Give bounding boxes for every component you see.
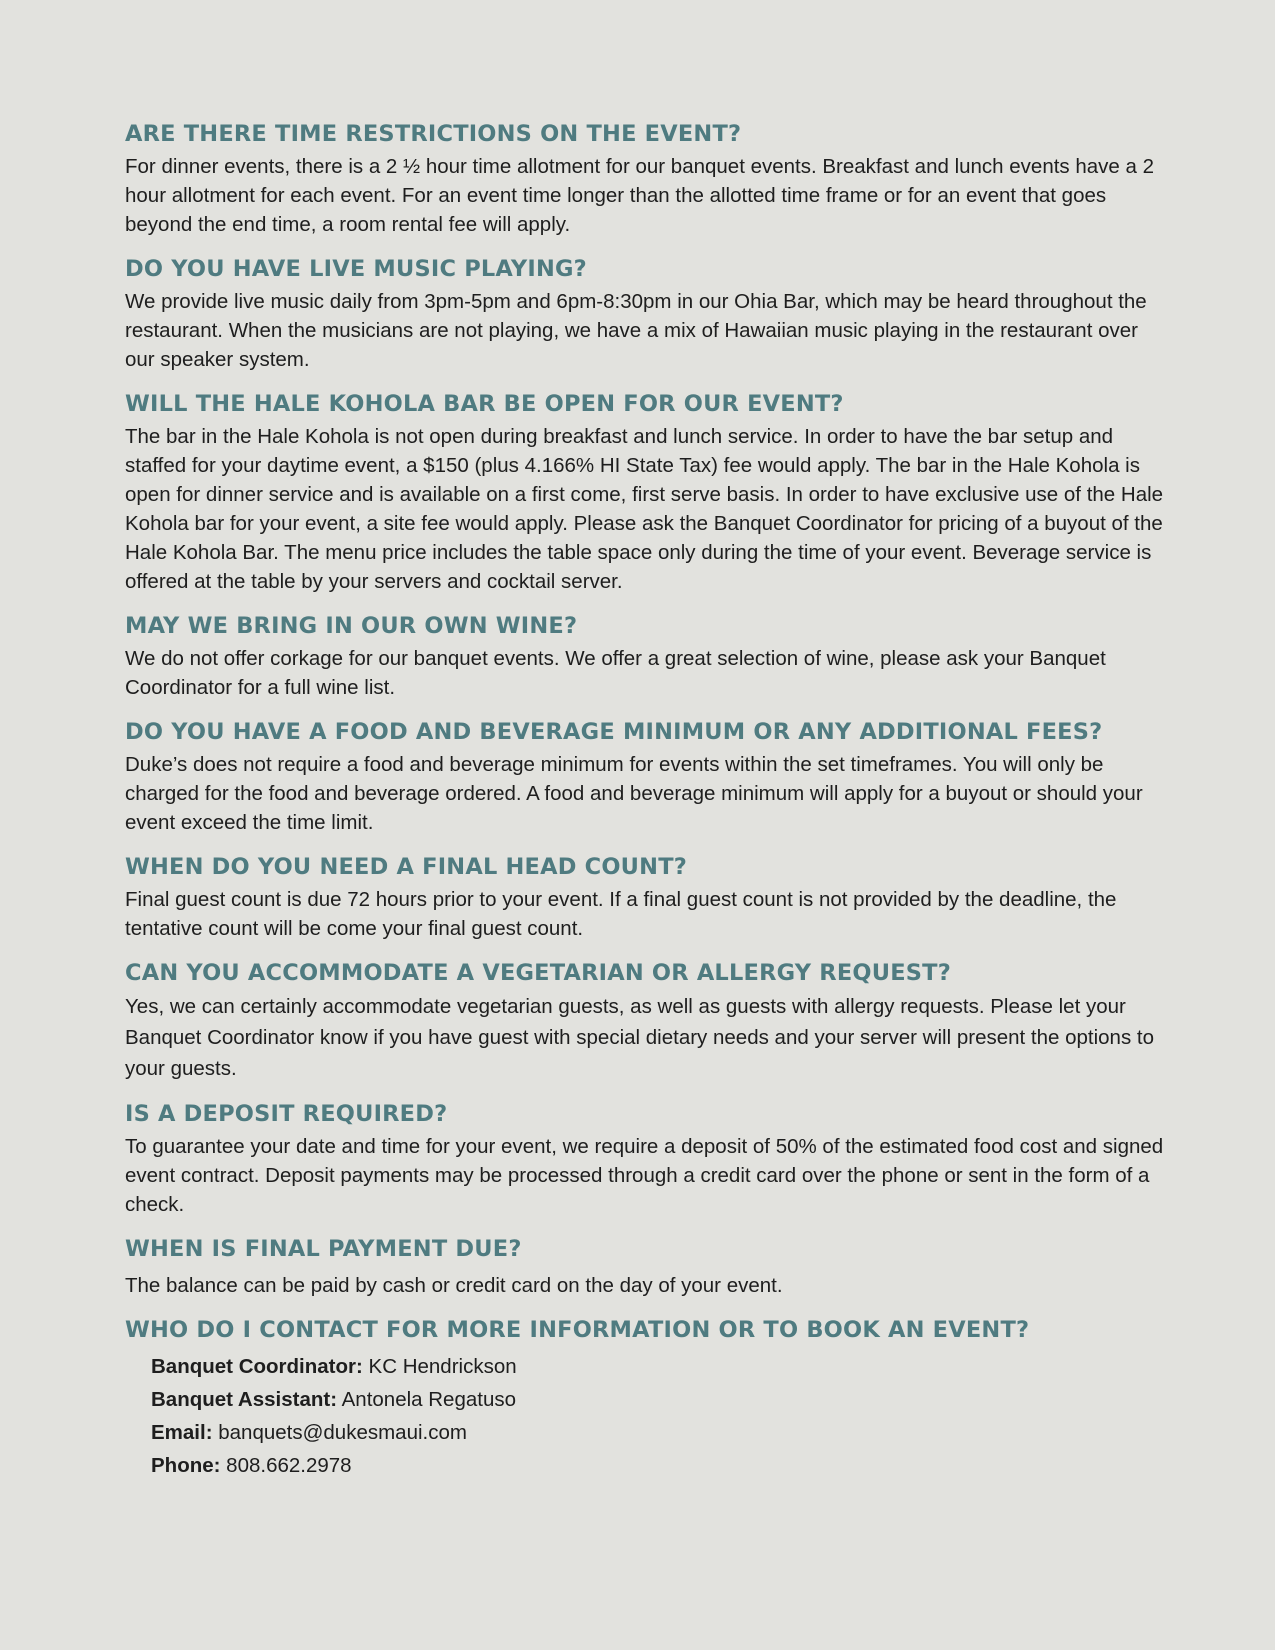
contact-label: Phone: xyxy=(151,1454,221,1477)
faq-answer: The bar in the Hale Kohola is not open during breakfast and lunch service. In order to have the bar setup and staffed for your daytime event, a $150 (plus 4.166% HI State Tax) fee would apply. The bar in the Hale Kohola is open for dinner service and is available on a first come, first serve basis. In order to have exclusive use of the Hale Kohola bar for your event, a site fee would apply. Please ask the Banquet Coordinator for pricing of a buyout of the Hale Kohola Bar. The menu price includes the table space only during the time of your event. Beverage service is offered at the table by your servers and cocktail server. xyxy=(125,425,1164,593)
faq-question: MAY WE BRING IN OUR OWN WINE? xyxy=(125,613,578,639)
faq-answer: Final guest count is due 72 hours prior to your event. If a final guest count is not provided by the deadline, the tentative count will be come your final guest count. xyxy=(125,888,1117,940)
contact-value: Antonela Regatuso xyxy=(341,1388,517,1411)
faq-question: DO YOU HAVE A FOOD AND BEVERAGE MINIMUM OR ANY ADDITIONAL FEES? xyxy=(125,719,1103,745)
faq-answer: Yes, we can certainly accommodate vegetarian guests, as well as guests with allergy requests. Please let your Banquet Coordinator know if you have guest with special dietary needs and your server will present the options to your guests. xyxy=(125,995,1155,1080)
faq-question: CAN YOU ACCOMMODATE A VEGETARIAN OR ALLERGY REQUEST? xyxy=(125,960,951,986)
faq-head-count xyxy=(125,851,1165,943)
faq-page xyxy=(125,118,1165,1496)
faq-answer: The balance can be paid by cash or credit card on the day of your event. xyxy=(125,1274,783,1297)
faq-final-payment xyxy=(125,1233,1165,1300)
faq-time-restrictions xyxy=(125,118,1165,239)
faq-answer: We do not offer corkage for our banquet events. We offer a great selection of wine, please ask your Banquet Coordinator for a full wine list. xyxy=(125,647,1106,699)
faq-question: WHO DO I CONTACT FOR MORE INFORMATION OR TO BOOK AN EVENT? xyxy=(125,1317,1030,1343)
faq-question: WILL THE HALE KOHOLA BAR BE OPEN FOR OUR EVENT? xyxy=(125,391,844,417)
faq-answer: We provide live music daily from 3pm-5pm and 6pm-8:30pm in our Ohia Bar, which may be heard throughout the restaurant. When the musicians are not playing, we have a mix of Hawaiian music playing in the restaurant over our speaker system. xyxy=(125,290,1147,371)
contact-assistant xyxy=(151,1383,1165,1416)
faq-answer: For dinner events, there is a 2 ½ hour time allotment for our banquet events. Breakfast and lunch events have a 2 hour allotment for each event. For an event time longer than the allotted time frame or for an event that goes beyond the end time, a room rental fee will apply. xyxy=(125,155,1155,236)
faq-question: IS A DEPOSIT REQUIRED? xyxy=(125,1101,448,1127)
faq-live-music xyxy=(125,253,1165,374)
faq-question: WHEN DO YOU NEED A FINAL HEAD COUNT? xyxy=(125,854,687,880)
faq-answer: Duke’s does not require a food and beverage minimum for events within the set timeframes. You will only be charged for the food and beverage ordered. A food and beverage minimum will apply for a buyout or should your event exceed the time limit. xyxy=(125,753,1143,834)
contact-label: Banquet Coordinator: xyxy=(151,1355,363,1378)
faq-deposit xyxy=(125,1098,1165,1219)
faq-own-wine xyxy=(125,610,1165,702)
faq-question: DO YOU HAVE LIVE MUSIC PLAYING? xyxy=(125,256,587,282)
contact-label: Email: xyxy=(151,1421,213,1444)
contact-email xyxy=(151,1416,1165,1449)
phone-link[interactable]: 808.662.2978 xyxy=(226,1454,352,1477)
contact-list xyxy=(151,1350,1165,1482)
faq-hale-kohola-bar xyxy=(125,388,1165,596)
faq-vegetarian-allergy xyxy=(125,957,1165,1084)
contact-coordinator xyxy=(151,1350,1165,1383)
contact-value: KC Hendrickson xyxy=(368,1355,517,1378)
faq-minimum-fees xyxy=(125,716,1165,837)
email-link[interactable]: banquets@dukesmaui.com xyxy=(218,1421,467,1444)
contact-label: Banquet Assistant: xyxy=(151,1388,338,1411)
faq-contact xyxy=(125,1314,1165,1482)
faq-answer: To guarantee your date and time for your event, we require a deposit of 50% of the estimated food cost and signed event contract. Deposit payments may be processed through a credit card over the phone or sent in the form of a check. xyxy=(125,1135,1164,1216)
faq-question: WHEN IS FINAL PAYMENT DUE? xyxy=(125,1236,522,1262)
contact-phone xyxy=(151,1449,1165,1482)
faq-question: ARE THERE TIME RESTRICTIONS ON THE EVENT? xyxy=(125,121,742,147)
